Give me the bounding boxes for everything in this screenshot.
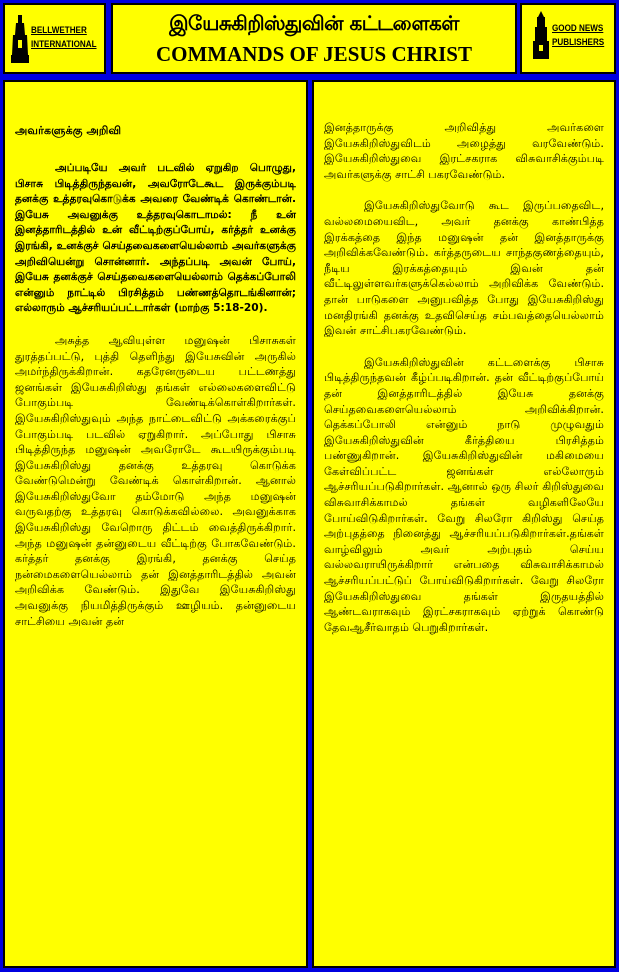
tower-icon xyxy=(532,11,550,59)
section-heading: அவர்களுக்கு அறிவி xyxy=(15,124,122,137)
title-tamil: இயேசுகிறிஸ்துவின் கட்டளைகள் xyxy=(169,11,459,35)
body-paragraph-2: இயேசுகிறிஸ்துவோடு கூட இருப்பதைவிட, வல்லமையைவிட, அவர் தனக்கு காண்பித்த இரக்கத்தை இந்த மனுஷன் தன் இனத்தாருக்கு அறிவிக்கவேண்டும். கர்த்தருடைய சாந்தகுணத்தையும், நீடிய இரக்கத்தையும் இவன் தன் வீட்டிலுள்ளவர்களுக்கெல்லாம் அறிவிக்க வேண்டும். தான் பாடுகளை அனுபவித்த போது இயேசுகிறிஸ்து மனதிரங்கி தனக்கு உதவிசெய்த சம்பவத்தையெல்லாம் இவன் சாட்சிபகரவேண்டும். xyxy=(324,199,604,338)
title-box xyxy=(111,3,517,74)
body-paragraph-1: அசுத்த ஆவியுள்ள மனுஷன் பிசாசுகள் துரத்தப்பட்டு, புத்தி தெளிந்து இயேசுவின் அருகில் அமர்ந்திருக்கிறான். கதரேனருடைய பட்டணத்து ஜனங்கள் இயேசுகிறிஸ்து தங்கள் எல்லைகளைவிட்டு போகும்படி வேண்டிக்கொள்கிறார்கள். இயேசுகிறிஸ்துவும் அந்த நாட்டைவிட்டு அக்கரைக்குப் போகும்படி படவில் ஏறுகிறார். அப்போது பிசாசு பிடித்திருந்த மனுஷன் அவரோடே கூடயிருக்கும்படி இயேசுகிறிஸ்து தனக்கு உத்தரவு கொடுக்க வேண்டுமென்று வேண்டிக் கொள்கிறான். ஆனால் இயேசுகிறிஸ்துவோ தம்மோடு அந்த மனுஷன் வருவதற்கு உத்தரவு கொடுக்கவில்லை. அவனுக்காக இயேசுகிறிஸ்து வேறொரு திட்டம் வைத்திருக்கிறார். அந்த மனுஷன் தன்னுடைய வீட்டிற்கு போகவேண்டும். கர்த்தர் தனக்கு இரங்கி, தனக்கு செய்த நன்மைகளையெல்லாம் தன் இனத்தாரிடத்தில் அவன் அறிவிக்க வேண்டும். இதுவே இயேசுகிறிஸ்து அவனுக்கு நியமித்திருக்கும் ஊழியம். தன்னுடைய சாட்சியை அவன் தன் xyxy=(15,333,296,628)
page-header xyxy=(0,0,619,78)
logo-left-line1: BELLWETHER xyxy=(31,25,87,35)
left-column xyxy=(3,80,308,968)
logo-left-line2: INTERNATIONAL xyxy=(31,39,97,49)
title-english: COMMANDS OF JESUS CHRIST xyxy=(155,42,472,66)
bellwether-logo xyxy=(3,3,106,74)
body-paragraph-3: இயேசுகிறிஸ்துவின் கட்டளைக்கு பிசாசு பிடித்திருந்தவன் கீழ்ப்படிகிறான். தன் வீட்டிற்குப்போய் தன் இனத்தாரிடத்தில் இயேசு தனக்கு செய்தவைகளையெல்லாம் அறிவிக்கிறான். தெக்கப்போலி என்னும் நாடு முழுவதும் இயேசுகிறிஸ்துவின் கீர்த்தியை பிரசித்தம் பண்ணுகிறான். இயேசுகிறிஸ்துவின் மகிமையை கேள்விப்பட்ட ஜனங்கள் எல்லோரும் ஆச்சரியப்படுகிறார்கள். ஆனால் ஒரு சிலர் கிறிஸ்துவை விசுவாசிக்காமல் தங்கள் வழிகளிலேயே போய்விடுகிறார்கள். வேறு சிலரோ கிறிஸ்து செய்த அற்புதத்தை நினைத்து ஆச்சரியப்படுகிறார்கள்.தங்கள் வாழ்விலும் அவர் அற்புதம் செய்ய வல்லவராயிருக்கிறார் என்பதை விசுவாசிக்காமல் ஆச்சரியப்பட்டுப் போய்விடுகிறார்கள். வேறு சிலரோ இயேசுகிறிஸ்துவை தங்கள் இருதயத்தில் ஆண்டவராகவும் இரட்சகராகவும் ஏற்றுக் கொண்டு தேவஆசீர்வாதம் பெறுகிறார்கள். xyxy=(324,355,604,634)
logo-right-line2: PUBLISHERS xyxy=(552,37,605,47)
logo-right-line1: GOOD NEWS xyxy=(552,23,604,33)
bell-tower-icon xyxy=(11,15,29,63)
scripture-passage: அப்படியே அவர் படவில் ஏறுகிற பொழுது, பிசாசு பிடித்திருந்தவன், அவரோடேகூட இருக்கும்படி தனக்கு உத்தரவுகொடுக்க அவரை வேண்டிக் கொண்டான். இயேசு அவனுக்கு உத்தரவுகொடாமல்: நீ உன் இனத்தாரிடத்தில் உன் வீட்டிற்குப்போய், கர்த்தர் உனக்கு இரங்கி, உனக்குச் செய்தவைகளையெல்லாம் அவர்களுக்கு அறிவியென்று சொன்னார். அந்தப்படி அவன் போய், இயேசு தனக்குச் செய்தவைகளையெல்லாம் தெக்கப்போலி என்னும் நாட்டில் பிரசித்தம் பண்ணத்தொடங்கினான்; எல்லாரும் ஆச்சரியப்பட்டார்கள் (மாற்கு 5:18-20). xyxy=(15,162,296,315)
right-column xyxy=(312,80,616,968)
body-paragraph-1-continued: இனத்தாருக்கு அறிவித்து அவர்களை இயேசுகிறிஸ்துவிடம் அழைத்து வரவேண்டும். இயேசுகிறிஸ்துவை இரட்சகராக விசுவாசிக்கும்படி அவர்களுக்கு சாட்சி பகரவேண்டும். xyxy=(324,121,604,181)
good-news-logo xyxy=(520,3,616,74)
